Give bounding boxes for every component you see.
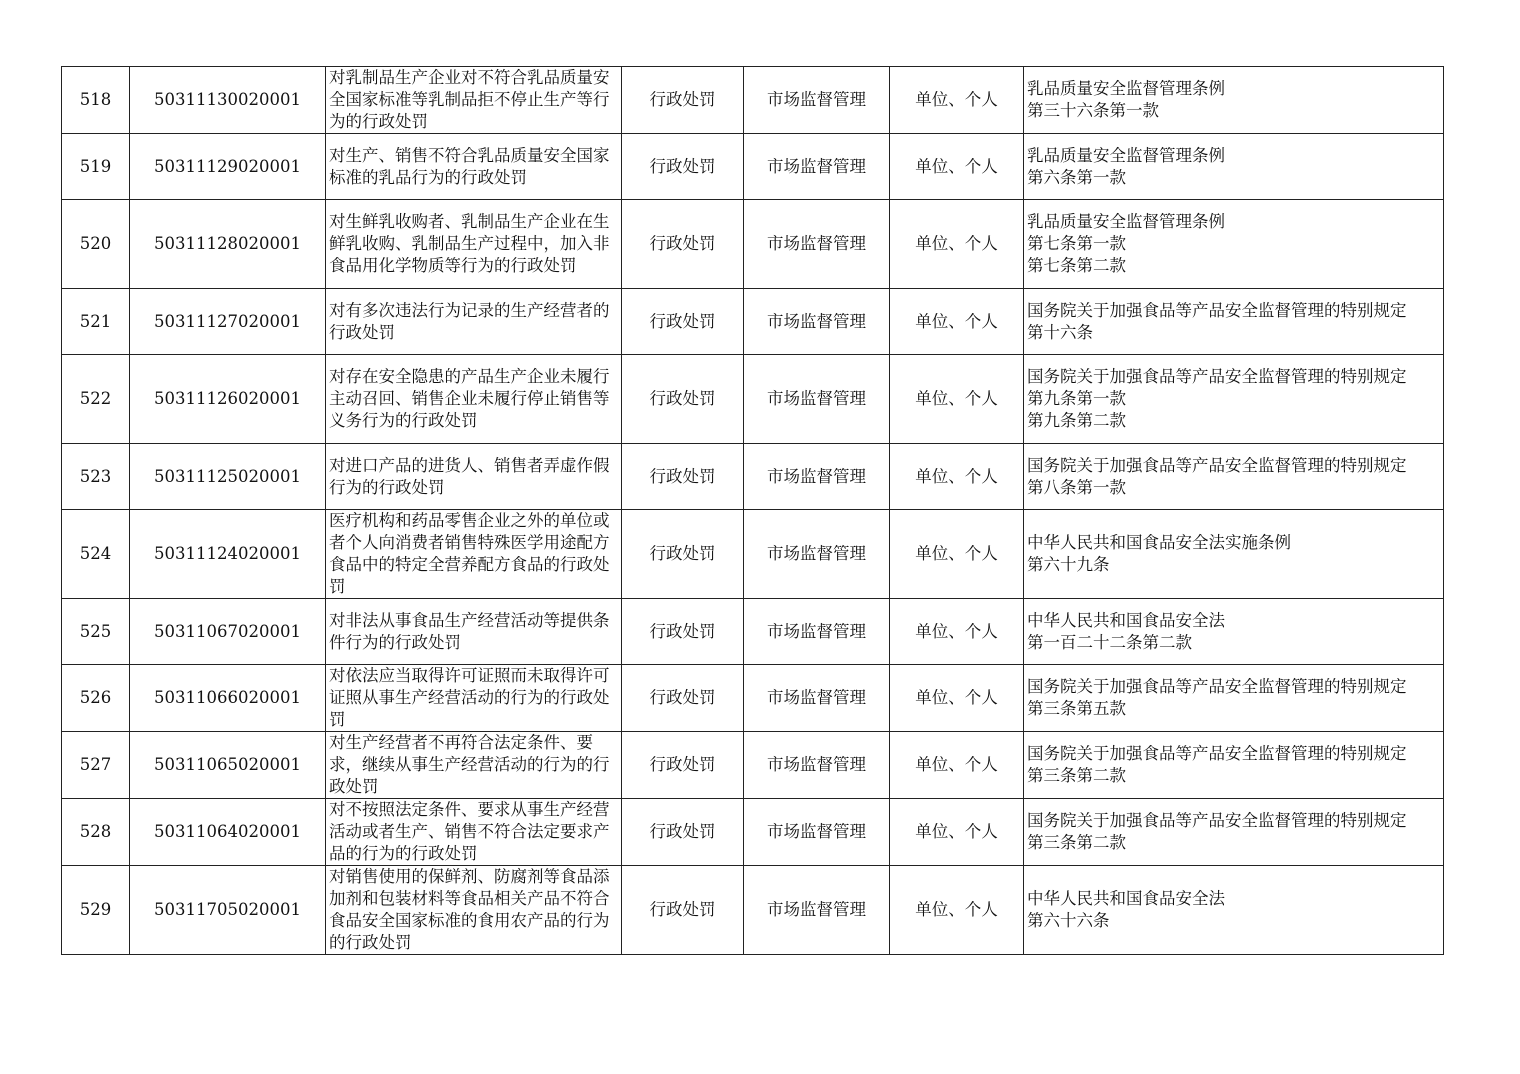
legal-basis-line: 国务院关于加强食品等产品安全监督管理的特别规定 [1027, 300, 1407, 320]
department: 市场监督管理 [744, 599, 890, 665]
table-row [62, 599, 1444, 665]
legal-basis-line: 第一百二十二条第二款 [1027, 632, 1192, 652]
department: 市场监督管理 [744, 67, 890, 134]
legal-basis [1024, 799, 1444, 866]
power-type: 行政处罚 [622, 665, 744, 732]
power-type: 行政处罚 [622, 355, 744, 444]
table-row [62, 665, 1444, 732]
table-row [62, 67, 1444, 134]
legal-basis [1024, 444, 1444, 510]
legal-basis-line: 第三条第二款 [1027, 766, 1126, 785]
item-name: 对有多次违法行为记录的生产经营者的行政处罚 [326, 289, 622, 355]
item-code: 50311127020001 [130, 289, 326, 355]
department: 市场监督管理 [744, 444, 890, 510]
legal-basis [1024, 732, 1444, 799]
legal-basis-line: 第九条第二款 [1027, 411, 1126, 430]
department: 市场监督管理 [744, 799, 890, 866]
department: 市场监督管理 [744, 510, 890, 599]
legal-basis-line: 第六十九条 [1027, 555, 1110, 574]
target-subject: 单位、个人 [890, 510, 1024, 599]
item-name: 医疗机构和药品零售企业之外的单位或者个人向消费者销售特殊医学用途配方食品中的特定全营养配方食品的行政处罚 [326, 510, 622, 599]
legal-basis [1024, 866, 1444, 955]
legal-basis-line: 第八条第一款 [1027, 477, 1126, 497]
target-subject: 单位、个人 [890, 599, 1024, 665]
table-row [62, 289, 1444, 355]
table-row [62, 732, 1444, 799]
legal-basis-line: 中华人民共和国食品安全法 [1027, 889, 1225, 908]
legal-basis-line: 第三条第五款 [1027, 699, 1126, 718]
table-row [62, 799, 1444, 866]
target-subject: 单位、个人 [890, 289, 1024, 355]
row-number: 521 [62, 289, 130, 355]
legal-basis-line: 国务院关于加强食品等产品安全监督管理的特别规定 [1027, 367, 1407, 386]
legal-basis-line: 中华人民共和国食品安全法 [1027, 610, 1225, 630]
legal-basis-line: 国务院关于加强食品等产品安全监督管理的特别规定 [1027, 811, 1407, 830]
department: 市场监督管理 [744, 866, 890, 955]
item-name: 对生鲜乳收购者、乳制品生产企业在生鲜乳收购、乳制品生产过程中，加入非食品用化学物质等行为的行政处罚 [326, 200, 622, 289]
row-number: 529 [62, 866, 130, 955]
item-code: 50311125020001 [130, 444, 326, 510]
legal-basis-line: 乳品质量安全监督管理条例 [1027, 145, 1225, 165]
table-row [62, 355, 1444, 444]
item-name: 对存在安全隐患的产品生产企业未履行主动召回、销售企业未履行停止销售等义务行为的行政处罚 [326, 355, 622, 444]
department: 市场监督管理 [744, 134, 890, 200]
legal-basis-line: 第七条第二款 [1027, 256, 1126, 275]
table-row [62, 134, 1444, 200]
target-subject: 单位、个人 [890, 200, 1024, 289]
item-code: 50311067020001 [130, 599, 326, 665]
item-code: 50311066020001 [130, 665, 326, 732]
item-code: 50311126020001 [130, 355, 326, 444]
legal-basis [1024, 289, 1444, 355]
item-code: 50311705020001 [130, 866, 326, 955]
legal-basis-line: 第三十六条第一款 [1027, 101, 1159, 120]
legal-basis-line: 乳品质量安全监督管理条例 [1027, 79, 1225, 98]
row-number: 519 [62, 134, 130, 200]
row-number: 523 [62, 444, 130, 510]
legal-basis-line: 国务院关于加强食品等产品安全监督管理的特别规定 [1027, 744, 1407, 763]
target-subject: 单位、个人 [890, 67, 1024, 134]
legal-basis-line: 第十六条 [1027, 322, 1093, 342]
item-code: 50311129020001 [130, 134, 326, 200]
row-number: 518 [62, 67, 130, 134]
power-type: 行政处罚 [622, 200, 744, 289]
power-type: 行政处罚 [622, 510, 744, 599]
legal-basis [1024, 200, 1444, 289]
target-subject: 单位、个人 [890, 732, 1024, 799]
legal-basis-line: 第七条第一款 [1027, 234, 1126, 253]
item-code: 50311124020001 [130, 510, 326, 599]
item-name: 对依法应当取得许可证照而未取得许可证照从事生产经营活动的行为的行政处罚 [326, 665, 622, 732]
target-subject: 单位、个人 [890, 134, 1024, 200]
legal-basis-line: 第三条第二款 [1027, 833, 1126, 852]
legal-basis-line: 乳品质量安全监督管理条例 [1027, 212, 1225, 231]
department: 市场监督管理 [744, 732, 890, 799]
power-type: 行政处罚 [622, 799, 744, 866]
row-number: 526 [62, 665, 130, 732]
legal-basis-line: 第九条第一款 [1027, 389, 1126, 408]
item-name: 对进口产品的进货人、销售者弄虚作假行为的行政处罚 [326, 444, 622, 510]
power-type: 行政处罚 [622, 599, 744, 665]
row-number: 527 [62, 732, 130, 799]
power-type: 行政处罚 [622, 134, 744, 200]
row-number: 525 [62, 599, 130, 665]
item-code: 50311130020001 [130, 67, 326, 134]
legal-basis [1024, 134, 1444, 200]
item-code: 50311128020001 [130, 200, 326, 289]
table-body [62, 67, 1444, 955]
row-number: 522 [62, 355, 130, 444]
power-list-table [61, 66, 1444, 955]
row-number: 524 [62, 510, 130, 599]
power-type: 行政处罚 [622, 866, 744, 955]
item-code: 50311064020001 [130, 799, 326, 866]
department: 市场监督管理 [744, 355, 890, 444]
table-row [62, 444, 1444, 510]
legal-basis-line: 国务院关于加强食品等产品安全监督管理的特别规定 [1027, 455, 1407, 475]
item-name: 对销售使用的保鲜剂、防腐剂等食品添加剂和包装材料等食品相关产品不符合食品安全国家标准的食用农产品的行为的行政处罚 [326, 866, 622, 955]
table-row [62, 510, 1444, 599]
legal-basis [1024, 665, 1444, 732]
row-number: 520 [62, 200, 130, 289]
item-name: 对生产经营者不再符合法定条件、要求，继续从事生产经营活动的行为的行政处罚 [326, 732, 622, 799]
legal-basis-line: 第六条第一款 [1027, 167, 1126, 187]
legal-basis [1024, 599, 1444, 665]
legal-basis-line: 第六十六条 [1027, 911, 1110, 930]
row-number: 528 [62, 799, 130, 866]
legal-basis [1024, 355, 1444, 444]
item-name: 对生产、销售不符合乳品质量安全国家标准的乳品行为的行政处罚 [326, 134, 622, 200]
item-code: 50311065020001 [130, 732, 326, 799]
legal-basis [1024, 510, 1444, 599]
power-type: 行政处罚 [622, 67, 744, 134]
target-subject: 单位、个人 [890, 799, 1024, 866]
power-type: 行政处罚 [622, 732, 744, 799]
target-subject: 单位、个人 [890, 355, 1024, 444]
item-name: 对非法从事食品生产经营活动等提供条件行为的行政处罚 [326, 599, 622, 665]
target-subject: 单位、个人 [890, 444, 1024, 510]
legal-basis [1024, 67, 1444, 134]
legal-basis-line: 中华人民共和国食品安全法实施条例 [1027, 533, 1291, 552]
legal-basis-line: 国务院关于加强食品等产品安全监督管理的特别规定 [1027, 677, 1407, 696]
power-type: 行政处罚 [622, 444, 744, 510]
table-row [62, 200, 1444, 289]
department: 市场监督管理 [744, 289, 890, 355]
table-row [62, 866, 1444, 955]
target-subject: 单位、个人 [890, 665, 1024, 732]
target-subject: 单位、个人 [890, 866, 1024, 955]
power-type: 行政处罚 [622, 289, 744, 355]
item-name: 对不按照法定条件、要求从事生产经营活动或者生产、销售不符合法定要求产品的行为的行政处罚 [326, 799, 622, 866]
department: 市场监督管理 [744, 665, 890, 732]
item-name: 对乳制品生产企业对不符合乳品质量安全国家标准等乳制品拒不停止生产等行为的行政处罚 [326, 67, 622, 134]
department: 市场监督管理 [744, 200, 890, 289]
